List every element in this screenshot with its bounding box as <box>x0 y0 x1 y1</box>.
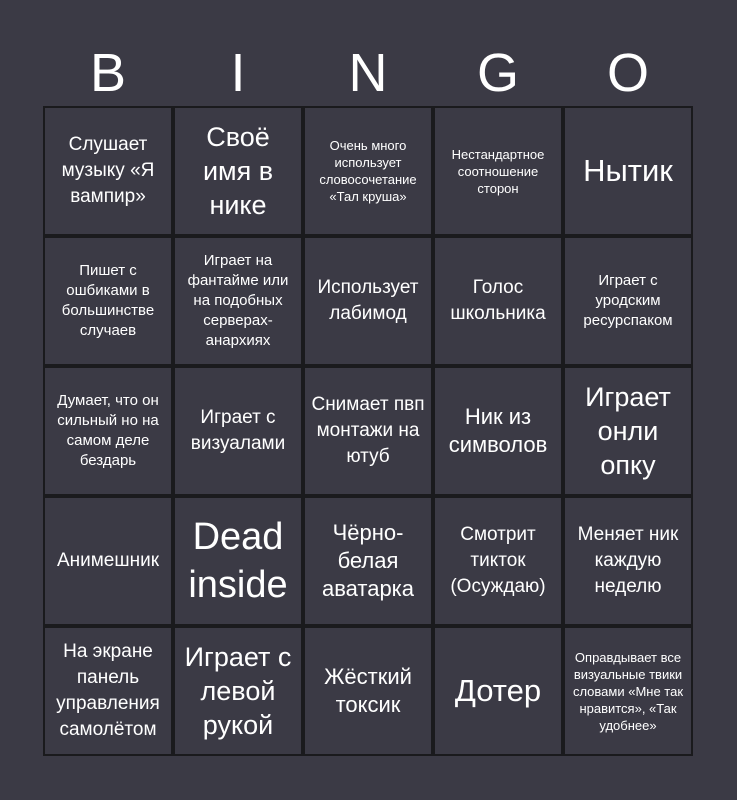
cell-text: Анимешник <box>56 550 160 571</box>
cell-text: Пишет с ошбиками в большинстве случаев <box>61 262 155 339</box>
cell-text: Играет с левой рукой <box>184 642 292 740</box>
cell-text: Использует лабимод <box>317 277 419 324</box>
bingo-cell[interactable] <box>45 498 171 624</box>
bingo-cell[interactable] <box>175 368 301 494</box>
cell-text: Играет с уродским ресурспаком <box>583 272 673 329</box>
cell-text: Своё имя в нике <box>202 122 274 220</box>
bingo-cell[interactable] <box>565 498 691 624</box>
bingo-cell[interactable] <box>565 108 691 234</box>
bingo-cell[interactable] <box>565 238 691 364</box>
bingo-cell[interactable] <box>175 108 301 234</box>
bingo-cell[interactable] <box>305 628 431 754</box>
bingo-cell[interactable] <box>175 628 301 754</box>
bingo-cell[interactable] <box>435 498 561 624</box>
cell-text: На экране панель управления самолётом <box>56 641 160 740</box>
cell-text: Оправдывает все визуальные твики словами «Мне так нравится», «Так удобнее» <box>572 649 684 733</box>
header-letter-o: O <box>606 43 649 103</box>
cell-text: Слушает музыку «Я вампир» <box>61 134 155 207</box>
cell-text: Снимает пвп монтажи на ютуб <box>311 394 425 467</box>
bingo-cell[interactable] <box>435 628 561 754</box>
cell-text: Жёсткий токсик <box>324 664 412 717</box>
cell-text: Нытик <box>583 153 673 188</box>
cell-text: Играет на фантайме или на подобных серверах-анархиях <box>187 252 289 349</box>
header-letter-i: I <box>230 43 246 103</box>
header-letter-g: G <box>476 43 519 103</box>
bingo-cell[interactable] <box>305 498 431 624</box>
bingo-cell[interactable] <box>565 628 691 754</box>
cell-text: Нестандартное соотношение сторон <box>451 146 545 196</box>
cell-text: Чёрно-белая аватарка <box>321 520 415 601</box>
bingo-cell[interactable] <box>565 368 691 494</box>
bingo-cell[interactable] <box>305 238 431 364</box>
cell-text: Играет онли опку <box>585 382 671 480</box>
bingo-cell[interactable] <box>435 238 561 364</box>
bingo-cell[interactable] <box>45 368 171 494</box>
header-letter-b: B <box>89 43 127 103</box>
cell-text: Очень много использует словосочетание «Тал круша» <box>319 138 417 204</box>
cell-text: Смотрит тикток (Осуждаю) <box>450 524 546 597</box>
bingo-header <box>43 40 693 106</box>
cell-text: Меняет ник каждую неделю <box>577 524 679 597</box>
bingo-board <box>43 106 693 756</box>
cell-text: Ник из символов <box>448 404 548 457</box>
bingo-cell[interactable] <box>175 498 301 624</box>
bingo-cell[interactable] <box>45 628 171 754</box>
header-letter-n: N <box>348 43 388 103</box>
bingo-cell[interactable] <box>305 108 431 234</box>
cell-text: Думает, что он сильный но на самом деле бездарь <box>57 392 159 469</box>
bingo-cell[interactable] <box>45 238 171 364</box>
bingo-cell[interactable] <box>305 368 431 494</box>
bingo-cell[interactable] <box>435 368 561 494</box>
cell-text: Дотер <box>454 673 542 708</box>
cell-text: Голос школьника <box>450 277 546 324</box>
cell-text: Dead inside <box>188 516 288 606</box>
bingo-cell[interactable] <box>45 108 171 234</box>
cell-text: Играет с визуалами <box>190 407 286 454</box>
bingo-cell[interactable] <box>435 108 561 234</box>
bingo-cell[interactable] <box>175 238 301 364</box>
